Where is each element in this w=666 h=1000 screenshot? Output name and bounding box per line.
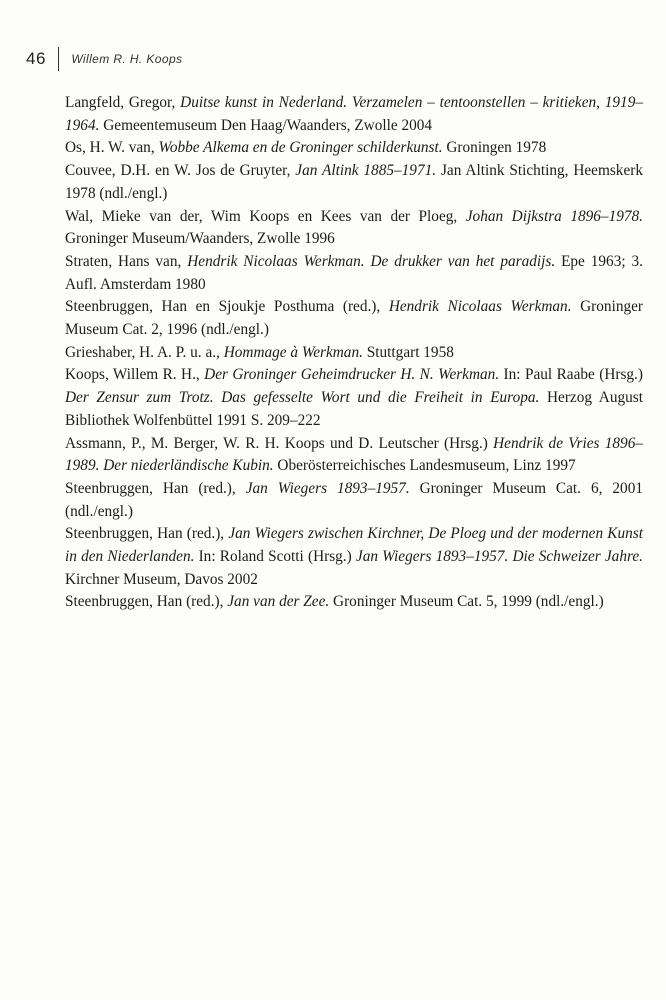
header-divider bbox=[58, 47, 59, 71]
entry-text: Straten, Hans van, bbox=[65, 252, 188, 270]
entry-text: Couvee, D.H. en W. Jos de Gruyter, bbox=[65, 162, 296, 180]
entry-title-italic: Jan Altink 1885–1971. bbox=[295, 162, 437, 180]
entry-text: Assmann, P., M. Berger, W. R. H. Koops und D. Leutscher (Hrsg.) bbox=[65, 434, 494, 452]
entry-text: Langfeld, Gregor, bbox=[65, 94, 181, 111]
entry-title-italic: Hommage à Werkman. bbox=[223, 343, 363, 361]
entry-text: In: Paul Raabe (Hrsg.) bbox=[499, 366, 643, 384]
bibliography-entry bbox=[65, 296, 643, 341]
entry-text: Steenbruggen, Han (red.), bbox=[65, 525, 229, 543]
entry-title-italic: Hendrik de Vries 1896–1989. Der niederländische Kubin. bbox=[65, 434, 643, 475]
entry-text: Epe 1963; 3. Aufl. Amsterdam 1980 bbox=[65, 252, 643, 293]
bibliography-entry bbox=[65, 251, 643, 296]
entry-text: Groninger Museum Cat. 6, 2001 (ndl./engl.) bbox=[65, 479, 643, 520]
entry-title-italic: Hendrik Nicolaas Werkman. bbox=[388, 298, 572, 316]
bibliography-entry bbox=[65, 523, 643, 591]
entry-text: Oberösterreichisches Landesmuseum, Linz 1997 bbox=[273, 457, 576, 475]
entry-title-italic: Johan Dijkstra 1896–1978. bbox=[465, 207, 643, 225]
entry-text: Stuttgart 1958 bbox=[362, 343, 454, 361]
entry-text: Herzog August Bibliothek Wolfenbüttel 1991 S. 209–222 bbox=[65, 389, 643, 429]
entry-text: Groningen 1978 bbox=[442, 139, 547, 157]
entry-text: Gemeentemuseum Den Haag/Waanders, Zwolle 2004 bbox=[99, 116, 433, 134]
running-author: Willem R. H. Koops bbox=[71, 52, 183, 66]
bibliography-entry bbox=[65, 206, 643, 251]
bibliography-entry bbox=[65, 364, 643, 432]
entry-text: Steenbruggen, Han (red.), bbox=[65, 593, 228, 611]
bibliography-entry bbox=[65, 478, 643, 523]
running-head bbox=[26, 46, 182, 72]
entry-text: Grieshaber, H. A. P. u. a., bbox=[65, 343, 224, 361]
bibliography-entry bbox=[65, 160, 643, 205]
entry-text: Groninger Museum/Waanders, Zwolle 1996 bbox=[65, 230, 335, 248]
bibliography-list bbox=[65, 92, 643, 614]
entry-text: Os, H. W. van, bbox=[65, 139, 159, 157]
entry-text: Jan Altink Stichting, Heemskerk 1978 (ndl./engl.) bbox=[65, 162, 643, 202]
bibliography-entry bbox=[65, 433, 643, 478]
bibliography-entry bbox=[65, 92, 643, 137]
entry-text: Koops, Willem R. H., bbox=[65, 366, 205, 384]
entry-text: Groninger Museum Cat. 2, 1996 (ndl./engl.) bbox=[65, 298, 643, 339]
entry-text: Groninger Museum Cat. 5, 1999 (ndl./engl.) bbox=[329, 593, 604, 611]
page-number: 46 bbox=[26, 49, 46, 68]
entry-title-italic: Hendrik Nicolaas Werkman. De drukker van het paradijs. bbox=[187, 252, 556, 270]
bibliography-entry bbox=[65, 342, 643, 365]
entry-title-italic: Jan van der Zee. bbox=[227, 593, 330, 611]
entry-text: In: Roland Scotti (Hrsg.) bbox=[194, 548, 356, 566]
entry-title-italic: Der Groninger Geheimdrucker H. N. Werkman. bbox=[204, 366, 500, 384]
entry-title-italic: Der Zensur zum Trotz. Das gefesselte Wort und die Freiheit in Europa. bbox=[65, 389, 540, 407]
entry-title-italic: Duitse kunst in Nederland. Verzamelen – tentoonstellen – kritieken, 1919–1964. bbox=[65, 94, 643, 134]
entry-title-italic: Jan Wiegers 1893–1957. Die Schweizer Jahre. bbox=[355, 548, 643, 566]
entry-text: Steenbruggen, Han en Sjoukje Posthuma (red.), bbox=[65, 298, 389, 316]
entry-text: Wal, Mieke van der, Wim Koops en Kees van der Ploeg, bbox=[65, 207, 466, 225]
entry-title-italic: Jan Wiegers zwischen Kirchner, De Ploeg und der modernen Kunst in den Niederlanden. bbox=[65, 525, 643, 566]
entry-title-italic: Wobbe Alkema en de Groninger schilderkunst. bbox=[158, 139, 443, 157]
entry-text: Steenbruggen, Han (red.), bbox=[65, 479, 246, 497]
entry-text: Kirchner Museum, Davos 2002 bbox=[65, 570, 258, 588]
bibliography-entry bbox=[65, 591, 643, 614]
entry-title-italic: Jan Wiegers 1893–1957. bbox=[245, 479, 410, 497]
bibliography-entry bbox=[65, 137, 643, 160]
